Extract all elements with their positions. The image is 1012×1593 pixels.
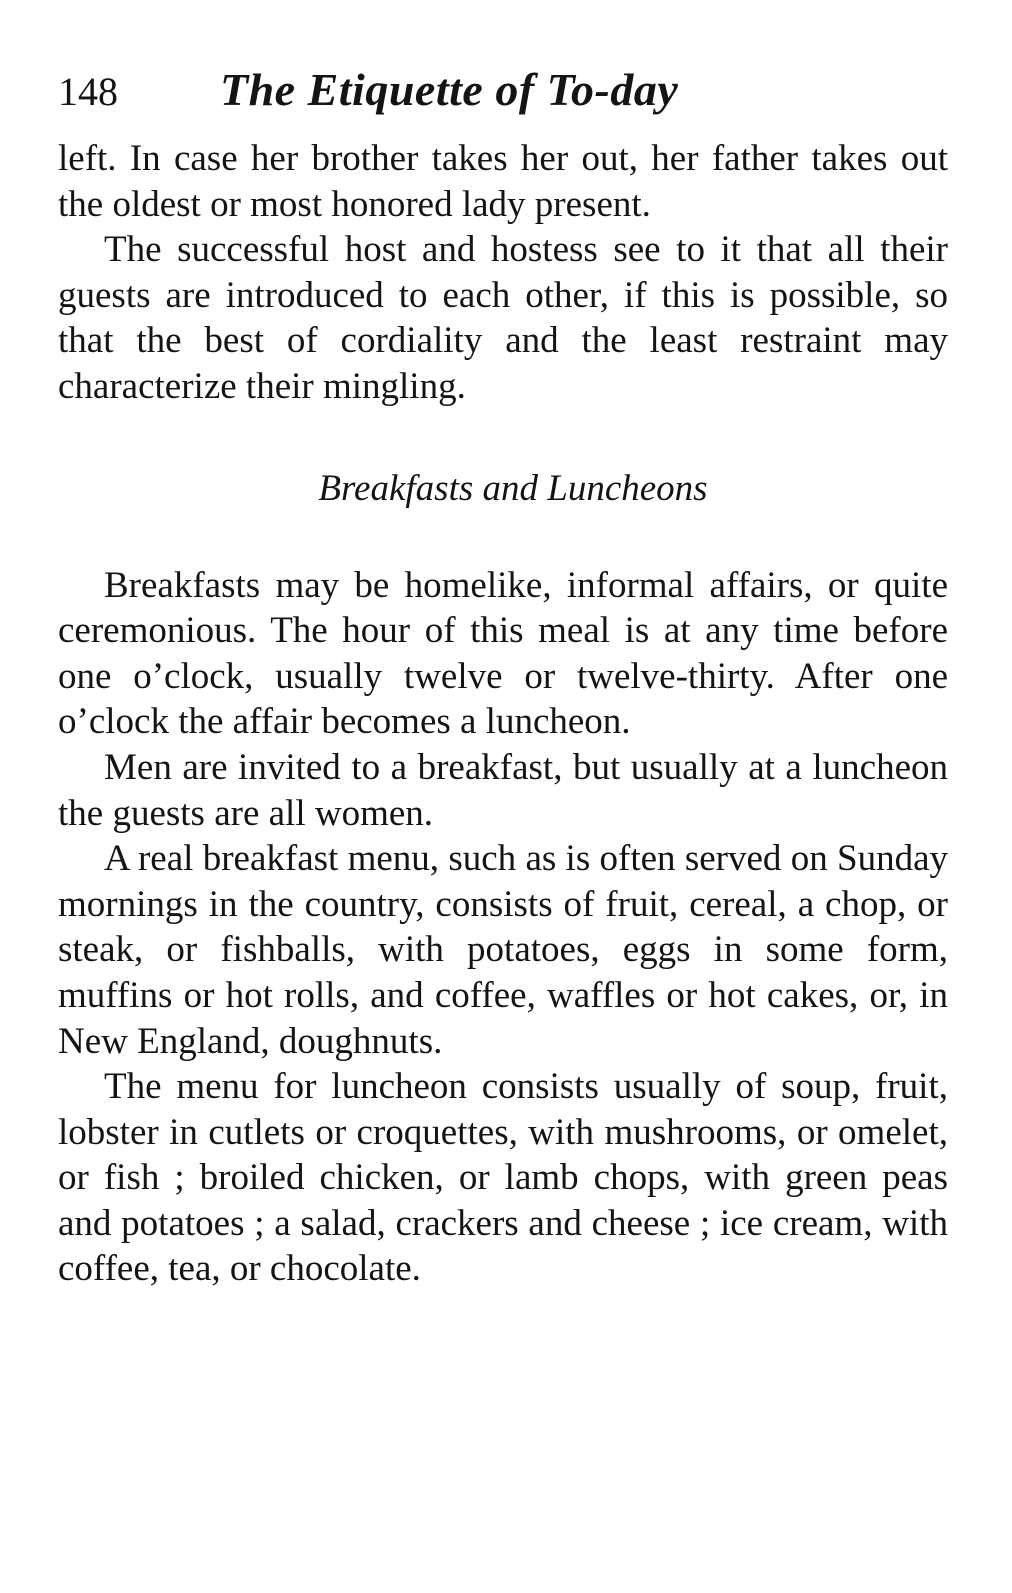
page-number: 148 [58,69,118,114]
paragraph-continued: left. In case her brother takes her out, her father takes out the oldest or most honored lady present. [58,138,948,225]
running-head [58,50,948,130]
paragraph-breakfasts: Breakfasts may be homelike, informal affairs, or quite ceremonious. The hour of this meal is at any time before one o’clock, usually twelve or twelve-thirty. After one o’clock the affair becomes a luncheon. [58,564,948,743]
paragraph-luncheon-menu: The menu for luncheon consists usually of soup, fruit, lobster in cutlets or croquettes, with mushrooms, or omelet, or fish ; broiled chicken, or lamb chops, with green peas and potatoes ; a salad, crackers and cheese ; ice cream, with coffee, tea, or chocolate. [58,1066,948,1290]
section-heading: Breakfasts and Luncheons [318,467,708,509]
paragraph-breakfast-menu: A real breakfast menu, such as is often served on Sunday mornings in the country, consists of fruit, cereal, a chop, or steak, or fishballs, with potatoes, eggs in some form, muffins or hot rolls, and coffee, waffles or hot cakes, or, in New England, doughnuts. [58,838,948,1062]
body-text [58,136,948,1292]
book-page [58,50,948,1292]
running-title: The Etiquette of To-day [220,64,679,115]
paragraph-host-hostess: The successful host and hostess see to it that all their guests are introduced to each other, if this is possible, so that the best of cordiality and the least restraint may characterize their mingling. [58,229,948,407]
paragraph-men-invited: Men are invited to a breakfast, but usually at a luncheon the guests are all women. [58,746,948,834]
